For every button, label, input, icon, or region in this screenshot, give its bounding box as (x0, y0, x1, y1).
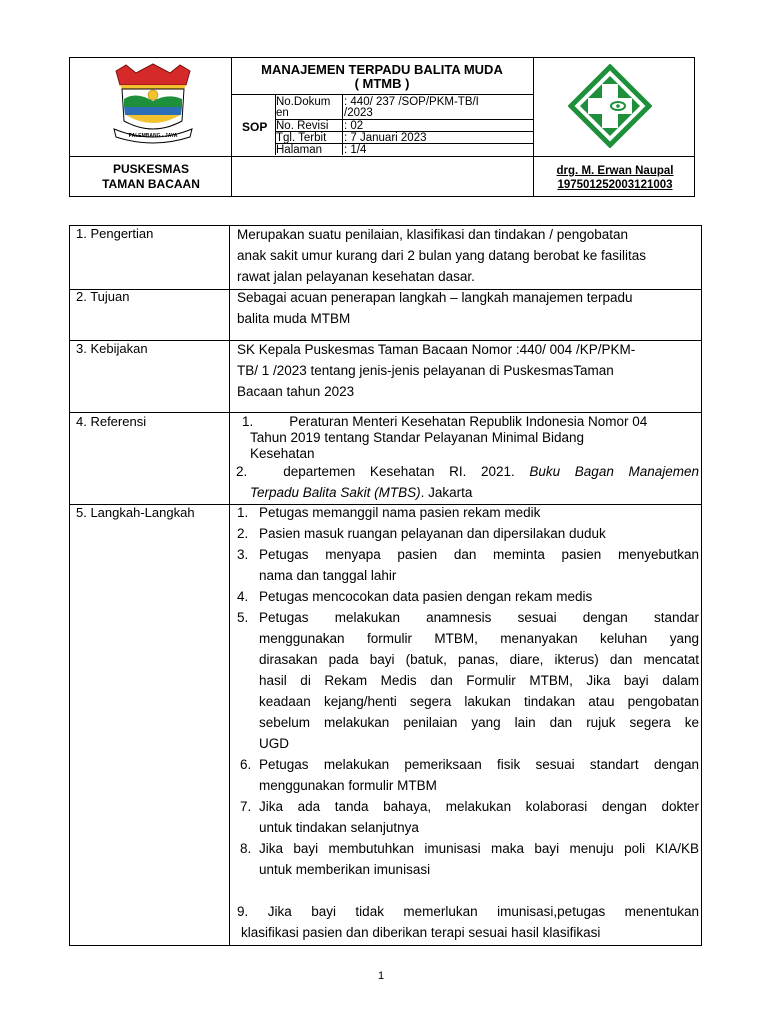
signer-name: drg. M. Erwan Naupal (556, 165, 674, 177)
section-label-kebijakan: 3. Kebijakan (76, 341, 148, 356)
step-item: 9. Jika bayi tidak memerlukan imunisasi,petugas menentukan klasifikasi pasien dan diberikan terapi sesuai hasil klasifikasi (237, 904, 699, 940)
institution-line2: TAMAN BACAAN (102, 177, 200, 191)
step-item: 4. Petugas mencocokan data pasien dengan rekam medis (237, 589, 593, 604)
section-label-pengertian: 1. Pengertian (76, 226, 154, 241)
step-item: 3. Petugas menyapa pasien dan meminta pasien menyebutkan nama dan tanggal lahir (237, 547, 699, 583)
header-table (69, 57, 695, 197)
puskesmas-logo (568, 64, 652, 148)
tujuan-line: Sebagai acuan penerapan langkah – langkah manajemen terpadu (237, 290, 633, 305)
header-title-divider (231, 94, 533, 95)
reference-1: 1. Peraturan Menteri Kesehatan Republik Indonesia Nomor 04 Tahun 2019 tentang Standar Pelayanan Minimal Bidang Kesehatan (242, 414, 648, 461)
meta-row-doc-number-wrap (276, 107, 534, 120)
row-divider-3 (70, 412, 701, 413)
signer-nip: 197501252003121003 (557, 179, 673, 191)
section-text-pengertian (237, 224, 697, 287)
document-title-line1: MANAJEMEN TERPADU BALITA MUDA (261, 62, 503, 77)
section-label-langkah: 5. Langkah-Langkah (76, 505, 195, 520)
kebijakan-line: Bacaan tahun 2023 (237, 384, 355, 399)
kebijakan-line: TB/ 1 /2023 tentang jenis-jenis pelayanan di PuskesmasTaman (237, 363, 614, 378)
meta-key-page: Halaman (276, 144, 323, 156)
page-number: 1 (378, 970, 385, 982)
meta-value-page: : 1/4 (344, 144, 367, 156)
kebijakan-line: SK Kepala Puskesmas Taman Bacaan Nomor :440/ 004 /KP/PKM- (237, 342, 636, 357)
step-item: 8. Jika bayi membutuhkan imunisasi maka bayi menuju poli KIA/KB untuk memberikan imunisasi (240, 841, 699, 877)
section-text-tujuan (237, 287, 697, 329)
institution-line1: PUSKESMAS (112, 162, 189, 176)
emblem-motto-text: PALEMBANG - JAYA (128, 133, 178, 139)
institution-name (70, 162, 232, 192)
step-item: 2. Pasien masuk ruangan pelayanan dan dipersilakan duduk (237, 526, 606, 541)
step-item: 6. Petugas melakukan pemeriksaan fisik sesuai standart dengan menggunakan formulir MTBM (240, 757, 699, 793)
section-label-tujuan: 2. Tujuan (76, 289, 130, 304)
meta-value-issue-date: : 7 Januari 2023 (344, 132, 427, 144)
meta-key-doc-number-line2: en (276, 107, 289, 119)
step-item: 7. Jika ada tanda bahaya, melakukan kolaborasi dengan dokter untuk tindakan selanjutnya (240, 799, 699, 835)
meta-key-doc-number-line1: No.Dokum (276, 96, 331, 108)
pengertian-line: rawat jalan pelayanan kesehatan dasar. (237, 269, 475, 284)
city-emblem-logo (106, 63, 200, 145)
step-item: 5. Petugas melakukan anamnesis sesuai dengan standar menggunakan formulir MTBM, menanyakan keluhan yang dirasakan pada bayi (batuk, panas, diare, ikterus) dan mencatat hasil di Rekam Medis dan Formulir MTBM, Jika bayi dalam keadaan kejang/henti segera lakukan tindakan atau pengobatan sebelum melakukan penilaian yang lain dan rujuk segera ke UGD (237, 610, 699, 751)
pengertian-line: anak sakit umur kurang dari 2 bulan yang datang berobat ke fasilitas (237, 248, 647, 263)
meta-value-revision: : 02 (344, 120, 364, 132)
meta-row-page (276, 144, 534, 157)
step-item: 1. Petugas memanggil nama pasien rekam medik (237, 505, 541, 520)
section-label-referensi: 4. Referensi (76, 414, 147, 429)
meta-value-doc-number-line2: /2023 (344, 107, 373, 119)
meta-key-revision: No. Revisi (276, 120, 329, 132)
section-text-kebijakan (237, 339, 697, 402)
tujuan-line: balita muda MTBM (237, 311, 351, 326)
pengertian-line: Merupakan suatu penilaian, klasifikasi dan tindakan / pengobatan (237, 227, 629, 242)
sop-label: SOP (242, 120, 268, 134)
body-column-divider (229, 226, 230, 945)
meta-key-issue-date: Tgl. Terbit (276, 132, 327, 144)
document-title-line2: ( MTMB ) (354, 76, 410, 91)
sop-content-table (69, 225, 702, 946)
reference-2: 2. departemen Kesehatan RI. 2021. Buku Bagan Manajemen Terpadu Balita Sakit (MTBS). Jakarta (236, 464, 699, 500)
meta-value-doc-number-line1: : 440/ 237 /SOP/PKM-TB/I (344, 96, 479, 108)
